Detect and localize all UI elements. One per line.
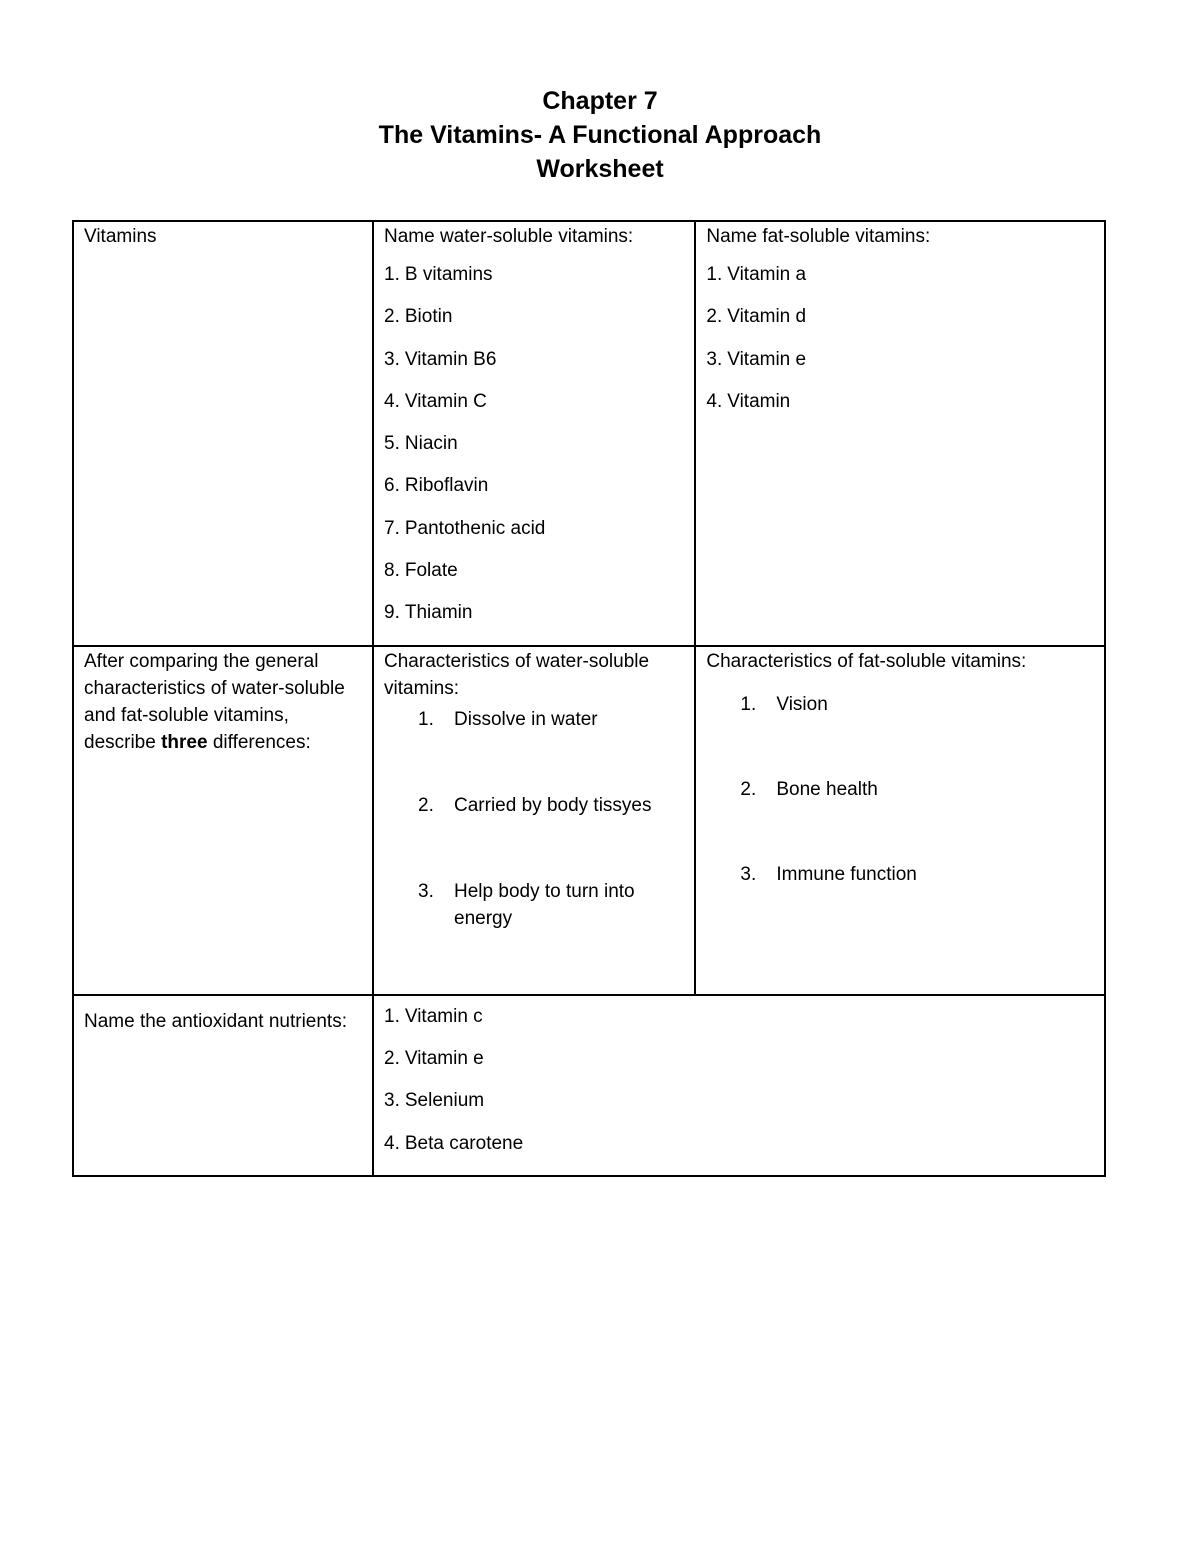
fat-soluble-list (706, 264, 1094, 433)
list-item: 3. Selenium (384, 1090, 485, 1112)
list-item: 2. Vitamin d (706, 306, 807, 328)
list-item: 2. Vitamin e (384, 1047, 484, 1069)
list-item: 4. Vitamin C (384, 390, 487, 412)
fat-characteristics-list (706, 691, 1094, 888)
antioxidant-list (384, 1006, 1094, 1175)
list-item: 2. Biotin (384, 306, 453, 328)
list-item: 1. Dissolve in water (418, 708, 598, 730)
list-item: 2. Carried by body tissyes (418, 794, 652, 816)
list-item: 5. Niacin (384, 433, 458, 455)
table-row (73, 646, 1105, 995)
antioxidant-answers-cell (373, 995, 1105, 1176)
table-row (73, 221, 1105, 646)
water-soluble-list (384, 264, 684, 645)
fat-soluble-characteristics-cell (695, 646, 1105, 995)
worksheet-table (72, 220, 1106, 1177)
list-item: 3. Vitamin e (706, 348, 807, 370)
list-item: 3. Vitamin B6 (384, 348, 497, 370)
chapter-title: The Vitamins- A Functional Approach (378, 121, 822, 149)
list-item: 3. Help body to turn into energy (418, 880, 635, 929)
vitamins-label: Vitamins (84, 226, 157, 247)
water-soluble-heading: Name water-soluble vitamins: (384, 226, 634, 247)
fat-soluble-heading: Name fat-soluble vitamins: (706, 226, 931, 247)
differences-prompt: After comparing the general characteristics of water-soluble and fat-soluble vitamins, describe three differences: (84, 650, 345, 753)
water-characteristics-heading: Characteristics of water-soluble vitamins: (384, 650, 650, 699)
antioxidant-label: Name the antioxidant nutrients: (84, 1010, 347, 1032)
list-item: 1. Vitamin a (706, 264, 807, 285)
differences-prompt-cell (73, 646, 373, 995)
list-item: 4. Vitamin (706, 390, 791, 412)
list-item: 1. Vitamin c (384, 1005, 483, 1027)
list-item: 4. Beta carotene (384, 1132, 524, 1154)
fat-soluble-names-cell (695, 221, 1105, 646)
water-soluble-names-cell (373, 221, 695, 646)
list-item: 9. Thiamin (384, 602, 473, 624)
list-item: 3. Immune function (740, 863, 917, 885)
list-item: 8. Folate (384, 560, 458, 582)
emphasis-three: three (161, 731, 208, 753)
antioxidant-label-cell (73, 995, 373, 1176)
list-item: 1. Vision (740, 693, 828, 715)
list-item: 1. B vitamins (384, 264, 493, 285)
list-item: 2. Bone health (740, 778, 878, 800)
table-row (73, 995, 1105, 1176)
fat-characteristics-heading: Characteristics of fat-soluble vitamins: (706, 650, 1027, 672)
worksheet-label: Worksheet (536, 155, 664, 183)
water-characteristics-list (384, 706, 684, 932)
worksheet-title (0, 84, 1200, 186)
list-item: 7. Pantothenic acid (384, 517, 546, 539)
list-item: 6. Riboflavin (384, 475, 489, 497)
vitamins-label-cell (73, 221, 373, 646)
chapter-heading: Chapter 7 (542, 87, 658, 115)
water-soluble-characteristics-cell (373, 646, 695, 995)
